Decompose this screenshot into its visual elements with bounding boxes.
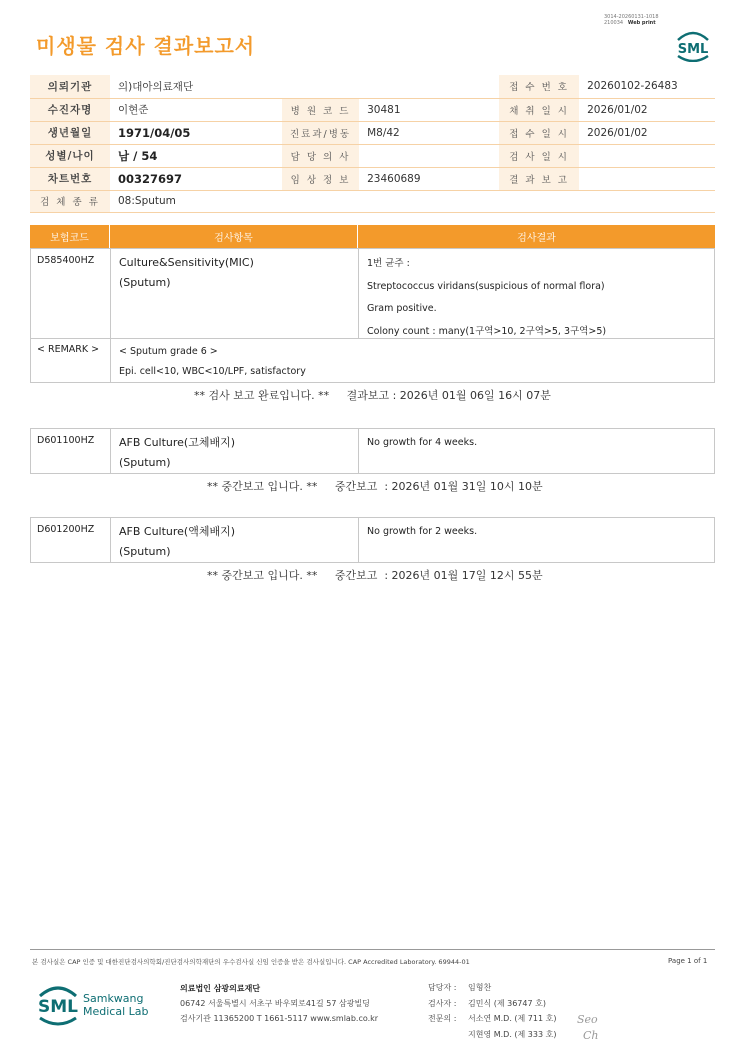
label-birth-date: 생년월일 — [30, 121, 110, 144]
birth-date: 1971/04/05 — [110, 121, 282, 144]
report-status-note: ** 중간보고 입니다. ** 중간보고 : 2026년 01월 17일 12시 55분 — [207, 569, 543, 582]
physician — [359, 144, 499, 167]
label-department: 진료과/병동 — [282, 121, 359, 144]
test-item — [111, 429, 359, 473]
report-status-note: ** 검사 보고 완료입니다. ** 결과보고 : 2026년 01월 06일 16시 07분 — [194, 389, 551, 402]
label-collection-date: 채 취 일 시 — [499, 98, 579, 121]
insurance-code: D601100HZ — [31, 429, 111, 473]
header-test-result: 검사결과 — [517, 233, 556, 244]
label-specimen-type: 검 체 종 류 — [30, 190, 110, 212]
organization-info — [180, 981, 378, 1026]
staff-row: 지현영 M.D. (제 333 호) — [468, 1029, 557, 1039]
info-row — [30, 98, 715, 121]
remark-block — [30, 338, 715, 383]
test-item — [111, 518, 359, 562]
print-meta — [604, 14, 659, 26]
insurance-code: D585400HZ — [31, 249, 111, 338]
info-row — [30, 75, 715, 98]
svg-text:SML: SML — [677, 42, 709, 57]
sml-logo-icon — [672, 26, 714, 62]
header-test-item: 검사항목 — [110, 225, 358, 248]
staff-row: 담당자 : 임형찬 — [428, 983, 492, 992]
result-line: No growth for 2 weeks. — [367, 526, 478, 537]
page-number: Page 1 of 1 — [668, 957, 708, 965]
result-report — [579, 167, 715, 190]
physician-signature: Seo Ch — [577, 1013, 599, 1042]
remark-line: < Sputum grade 6 > — [119, 346, 218, 357]
test-item — [111, 249, 359, 338]
label-physician: 담 당 의 사 — [282, 144, 359, 167]
svg-text:SML: SML — [38, 997, 78, 1017]
test-item-name: Culture&Sensitivity(MIC) — [119, 256, 254, 269]
label-receipt-date: 접 수 일 시 — [499, 121, 579, 144]
label-test-date: 검 사 일 시 — [499, 144, 579, 167]
chart-number: 00327697 — [110, 167, 282, 190]
label-result-report: 결 과 보 고 — [499, 167, 579, 190]
samkwang-logo-icon — [36, 982, 156, 1026]
organization-contact: 검사기관 11365200 T 1661-5117 www.smlab.co.kr — [180, 1014, 379, 1023]
receipt-date: 2026/01/02 — [579, 121, 715, 144]
test-item-specimen: (Sputum) — [119, 545, 171, 558]
test-item-name: AFB Culture(고체배지) — [119, 436, 236, 449]
result-block-afb-liquid — [30, 517, 715, 563]
test-item-specimen: (Sputum) — [119, 276, 171, 289]
test-result — [359, 249, 714, 338]
receipt-number: 20260102-26483 — [579, 75, 715, 98]
result-line: Gram positive. — [367, 303, 437, 314]
label-receipt-number: 접 수 번 호 — [499, 75, 579, 98]
test-item-specimen: (Sputum) — [119, 456, 171, 469]
label-patient-name: 수진자명 — [30, 98, 110, 121]
info-row — [30, 190, 715, 212]
staff-list — [428, 980, 556, 1042]
label-sex-age: 성별/나이 — [30, 144, 110, 167]
staff-row: 검사자 : 김민식 (제 36747 호) — [428, 998, 546, 1008]
hospital-code: 30481 — [359, 98, 499, 121]
label-chart-number: 차트번호 — [30, 167, 110, 190]
test-result — [359, 429, 714, 473]
info-row — [30, 121, 715, 144]
results-header — [30, 225, 715, 248]
sex-age: 남 / 54 — [110, 144, 282, 167]
remark-line: Epi. cell<10, WBC<10/LPF, satisfactory — [119, 366, 306, 377]
info-row — [30, 167, 715, 190]
insurance-code: D601200HZ — [31, 518, 111, 562]
result-block-afb-solid — [30, 428, 715, 474]
collection-date: 2026/01/02 — [579, 98, 715, 121]
specimen-type: 08:Sputum — [110, 190, 715, 212]
patient-info-table — [30, 75, 715, 213]
result-line: No growth for 4 weeks. — [367, 437, 478, 448]
label-clinical-info: 임 상 정 보 — [282, 167, 359, 190]
result-line: Streptococcus viridans(suspicious of normal flora) — [367, 280, 605, 292]
result-line: 1번 균주 : — [367, 258, 410, 269]
print-meta-line1: 3014-20260131-1018 — [604, 14, 659, 20]
result-line: Colony count : many(1구역>10, 2구역>5, 3구역>5) — [367, 325, 607, 337]
patient-name: 이현준 — [110, 98, 282, 121]
remark-label: < REMARK > — [31, 338, 111, 382]
label-hospital-code: 병 원 코 드 — [282, 98, 359, 121]
certification-text: 본 검사실은 CAP 인증 및 대한진단검사의학회/진단검사의학재단의 우수검사실 신임 인증을 받은 검사실입니다. CAP Accredited Laboratory. 69944-01 — [32, 958, 470, 966]
svg-text:Medical Lab: Medical Lab — [83, 1005, 149, 1018]
label-requesting-institution: 의뢰기관 — [30, 75, 110, 98]
page-title: 미생물 검사 결과보고서 — [36, 34, 256, 58]
result-block-culture — [30, 248, 715, 339]
organization-name: 의료법인 삼광의료재단 — [180, 984, 261, 993]
clinical-info: 23460689 — [359, 167, 499, 190]
test-item-name: AFB Culture(액체배지) — [119, 525, 236, 538]
department: M8/42 — [359, 121, 499, 144]
remark-text — [111, 338, 714, 382]
info-row — [30, 144, 715, 167]
print-meta-line2: 210034 Web print — [604, 20, 656, 26]
organization-address: 06742 서울특별시 서초구 바우뫼로41길 57 삼광빌딩 — [180, 999, 370, 1008]
test-date — [579, 144, 715, 167]
requesting-institution: 의)대아의료재단 — [110, 75, 282, 98]
footer-divider — [30, 949, 715, 950]
test-result — [359, 518, 714, 562]
header-insurance-code: 보험코드 — [30, 225, 110, 248]
staff-row: 전문의 : 서소연 M.D. (제 711 호) — [428, 1014, 557, 1023]
report-status-note: ** 중간보고 입니다. ** 중간보고 : 2026년 01월 31일 10시 10분 — [207, 480, 543, 493]
svg-text:Samkwang: Samkwang — [83, 992, 144, 1005]
